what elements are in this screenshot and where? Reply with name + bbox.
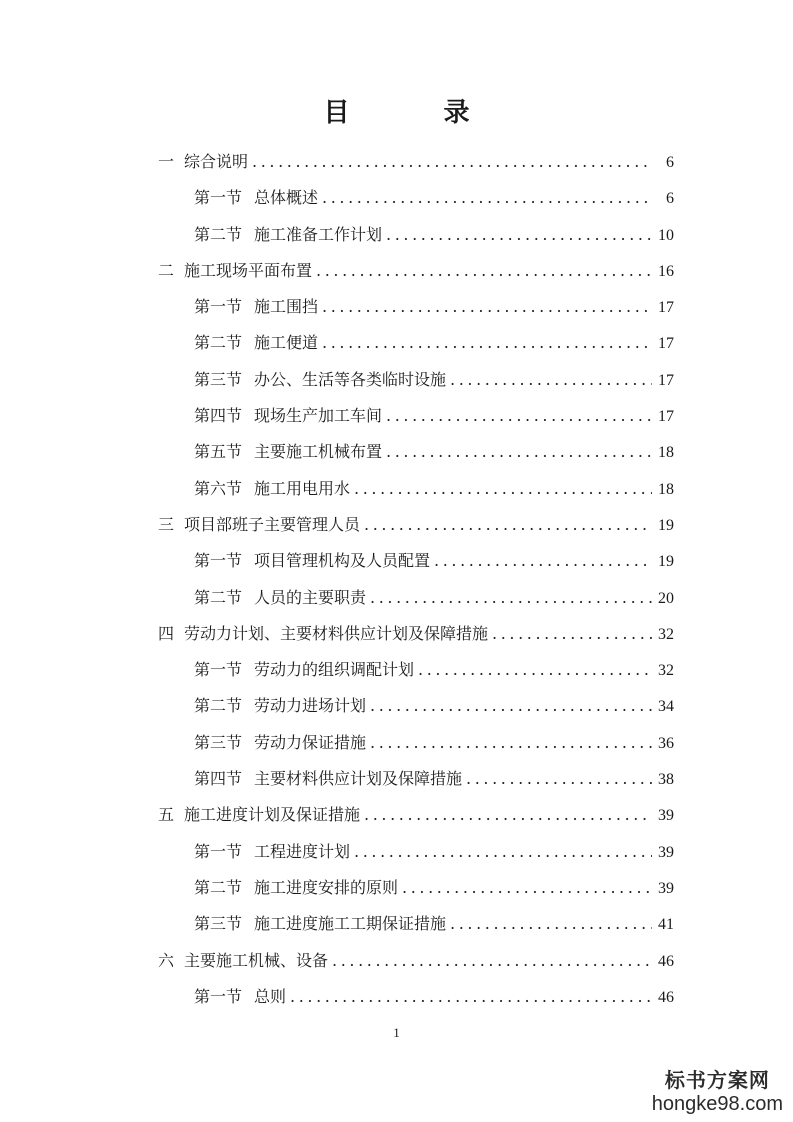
- toc-page-number: 18: [658, 480, 674, 498]
- toc-section-number: 第一节: [194, 660, 243, 680]
- toc-section-number: 第六节: [194, 478, 243, 498]
- page-title: 目 录: [323, 98, 504, 128]
- toc-chapter-entry[interactable]: [158, 507, 674, 543]
- toc-page-number: 39: [658, 843, 674, 861]
- toc-page-number: 17: [658, 299, 674, 317]
- toc-entry-label: [194, 543, 430, 579]
- toc-section-entry[interactable]: [158, 979, 674, 1015]
- toc-page-number: 46: [658, 988, 674, 1006]
- toc-entry-title: 施工围挡: [254, 297, 319, 317]
- toc-dot-leader: [450, 906, 652, 942]
- toc-dot-leader: [370, 580, 652, 616]
- toc-dot-leader: [492, 616, 652, 652]
- toc-entry-title: 主要施工机械布置: [254, 442, 383, 462]
- toc-section-number: 第一节: [194, 986, 243, 1006]
- toc-dot-leader: [252, 144, 652, 180]
- toc-entry-label: [194, 362, 446, 398]
- toc-section-number: 第二节: [194, 877, 243, 897]
- toc-entry-label: [194, 180, 318, 216]
- watermark-url: hongke98.com: [651, 1093, 783, 1115]
- toc-entry-title: 施工进度施工工期保证措施: [254, 914, 447, 934]
- toc-entry-label: [194, 289, 318, 325]
- toc-entry-title: 综合说明: [184, 152, 249, 171]
- toc-dot-leader: [418, 652, 652, 688]
- toc-dot-leader: [402, 870, 652, 906]
- toc-entry-label: [194, 725, 366, 761]
- toc-dot-leader: [332, 943, 652, 979]
- toc-section-number: 第五节: [194, 442, 243, 462]
- toc-entry-title: 劳动力进场计划: [254, 696, 367, 716]
- toc-entry-label: [194, 761, 462, 797]
- toc-section-entry[interactable]: [158, 180, 674, 216]
- toc-page-number: 19: [658, 553, 674, 571]
- toc-dot-leader: [354, 834, 652, 870]
- toc-section-entry[interactable]: [158, 834, 674, 870]
- toc-page-number: 16: [658, 262, 674, 280]
- toc-entry-title: 主要材料供应计划及保障措施: [254, 769, 463, 789]
- toc-entry-title: 现场生产加工车间: [254, 406, 383, 426]
- toc-dot-leader: [322, 289, 652, 325]
- toc-section-number: 第二节: [194, 696, 243, 716]
- toc-entry-title: 施工便道: [254, 333, 319, 353]
- toc-entry-title: 劳动力的组织调配计划: [254, 660, 415, 680]
- toc-section-entry[interactable]: [158, 906, 674, 942]
- toc-dot-leader: [364, 507, 652, 543]
- toc-section-number: 第一节: [194, 297, 243, 317]
- toc-entry-title: 施工现场平面布置: [184, 260, 313, 280]
- toc-entry-title: 总则: [254, 986, 287, 1006]
- toc-section-entry[interactable]: [158, 362, 674, 398]
- toc-dot-leader: [354, 471, 652, 507]
- toc-chapter-entry[interactable]: [158, 943, 674, 979]
- toc-page-number: 39: [658, 807, 674, 825]
- toc-chapter-number: 一: [158, 152, 175, 171]
- toc-entry-title: 劳动力保证措施: [254, 732, 367, 752]
- toc-section-entry[interactable]: [158, 434, 674, 470]
- toc-dot-leader: [370, 725, 652, 761]
- toc-dot-leader: [322, 325, 652, 361]
- toc-entry-title: 劳动力计划、主要材料供应计划及保障措施: [184, 623, 489, 643]
- toc-page-number: 36: [658, 734, 674, 752]
- toc-page-number: 17: [658, 335, 674, 353]
- toc-entry-title: 办公、生活等各类临时设施: [254, 369, 447, 389]
- toc-chapter-number: 五: [158, 805, 175, 825]
- toc-entry-label: [194, 834, 350, 870]
- toc-dot-leader: [450, 362, 652, 398]
- toc-entry-label: [158, 797, 360, 833]
- toc-entry-label: [194, 580, 366, 616]
- toc-entry-label: [194, 652, 414, 688]
- toc-page-number: 34: [658, 698, 674, 716]
- toc-entry-title: 施工用电用水: [254, 478, 351, 498]
- toc-entry-label: [158, 943, 328, 979]
- toc-section-entry[interactable]: [158, 471, 674, 507]
- toc-section-entry[interactable]: [158, 217, 674, 253]
- toc-entry-label: [194, 870, 398, 906]
- toc-page-number: 19: [658, 516, 674, 534]
- table-of-contents: [158, 144, 674, 1015]
- toc-dot-leader: [386, 398, 652, 434]
- page-number: 1: [393, 1025, 400, 1040]
- toc-dot-leader: [466, 761, 652, 797]
- toc-entry-label: [194, 325, 318, 361]
- toc-page-number: 20: [658, 589, 674, 607]
- toc-entry-label: [194, 688, 366, 724]
- toc-page-number: 41: [658, 916, 674, 934]
- toc-section-entry[interactable]: [158, 580, 674, 616]
- toc-page-number: 46: [658, 952, 674, 970]
- toc-section-number: 第四节: [194, 406, 243, 426]
- toc-entry-label: [194, 471, 350, 507]
- toc-page-number: 6: [666, 190, 674, 208]
- toc-entry-title: 施工进度计划及保证措施: [184, 805, 361, 825]
- toc-chapter-number: 四: [158, 623, 175, 643]
- toc-chapter-number: 二: [158, 260, 175, 280]
- toc-section-entry[interactable]: [158, 543, 674, 579]
- toc-section-number: 第二节: [194, 224, 243, 244]
- toc-entry-title: 主要施工机械、设备: [184, 950, 329, 970]
- toc-section-number: 第四节: [194, 769, 243, 789]
- toc-entry-title: 施工进度安排的原则: [254, 877, 399, 897]
- toc-entry-label: [194, 217, 382, 253]
- toc-dot-leader: [370, 688, 652, 724]
- toc-entry-label: [194, 979, 286, 1015]
- toc-section-number: 第三节: [194, 732, 243, 752]
- toc-page-number: 17: [658, 371, 674, 389]
- toc-dot-leader: [386, 217, 652, 253]
- toc-chapter-entry[interactable]: [158, 144, 674, 180]
- toc-section-number: 第一节: [194, 551, 243, 571]
- toc-section-number: 第三节: [194, 369, 243, 389]
- toc-chapter-number: 三: [158, 514, 175, 534]
- toc-section-number: 第二节: [194, 333, 243, 353]
- toc-section-entry[interactable]: [158, 398, 674, 434]
- watermark-logo: [652, 1068, 783, 1116]
- toc-dot-leader: [290, 979, 652, 1015]
- toc-section-entry[interactable]: [158, 725, 674, 761]
- toc-chapter-number: 六: [158, 950, 175, 970]
- toc-section-number: 第一节: [194, 188, 243, 208]
- toc-entry-label: [194, 434, 382, 470]
- toc-entry-title: 项目部班子主要管理人员: [184, 514, 361, 534]
- toc-page-number: 6: [666, 154, 674, 171]
- toc-entry-label: [158, 253, 312, 289]
- toc-section-entry[interactable]: [158, 289, 674, 325]
- toc-entry-label: [158, 144, 248, 180]
- toc-page-number: 32: [658, 662, 674, 680]
- toc-section-number: 第三节: [194, 914, 243, 934]
- toc-entry-label: [194, 398, 382, 434]
- toc-entry-title: 项目管理机构及人员配置: [254, 551, 431, 571]
- toc-section-entry[interactable]: [158, 761, 674, 797]
- toc-page-number: 10: [658, 226, 674, 244]
- toc-chapter-entry[interactable]: [158, 253, 674, 289]
- toc-section-number: 第二节: [194, 587, 243, 607]
- toc-dot-leader: [322, 180, 652, 216]
- toc-entry-label: [158, 616, 488, 652]
- toc-entry-title: 总体概述: [254, 188, 319, 208]
- toc-page-number: 32: [658, 625, 674, 643]
- toc-page-number: 17: [658, 408, 674, 426]
- toc-dot-leader: [434, 543, 652, 579]
- toc-entry-label: [158, 507, 360, 543]
- toc-chapter-entry[interactable]: [158, 616, 674, 652]
- toc-chapter-entry[interactable]: [158, 797, 674, 833]
- toc-section-number: 第一节: [194, 841, 243, 861]
- toc-section-entry[interactable]: [158, 688, 674, 724]
- toc-entry-title: 施工准备工作计划: [254, 224, 383, 244]
- watermark-site-name: 标书方案网: [664, 1068, 770, 1092]
- toc-section-entry[interactable]: [158, 870, 674, 906]
- toc-dot-leader: [316, 253, 652, 289]
- toc-section-entry[interactable]: [158, 652, 674, 688]
- toc-entry-title: 人员的主要职责: [254, 587, 367, 607]
- toc-entry-label: [194, 906, 446, 942]
- toc-dot-leader: [386, 434, 652, 470]
- toc-entry-title: 工程进度计划: [254, 841, 351, 861]
- toc-section-entry[interactable]: [158, 325, 674, 361]
- toc-page-number: 39: [658, 879, 674, 897]
- toc-page-number: 18: [658, 444, 674, 462]
- toc-dot-leader: [364, 797, 652, 833]
- toc-page-number: 38: [658, 771, 674, 789]
